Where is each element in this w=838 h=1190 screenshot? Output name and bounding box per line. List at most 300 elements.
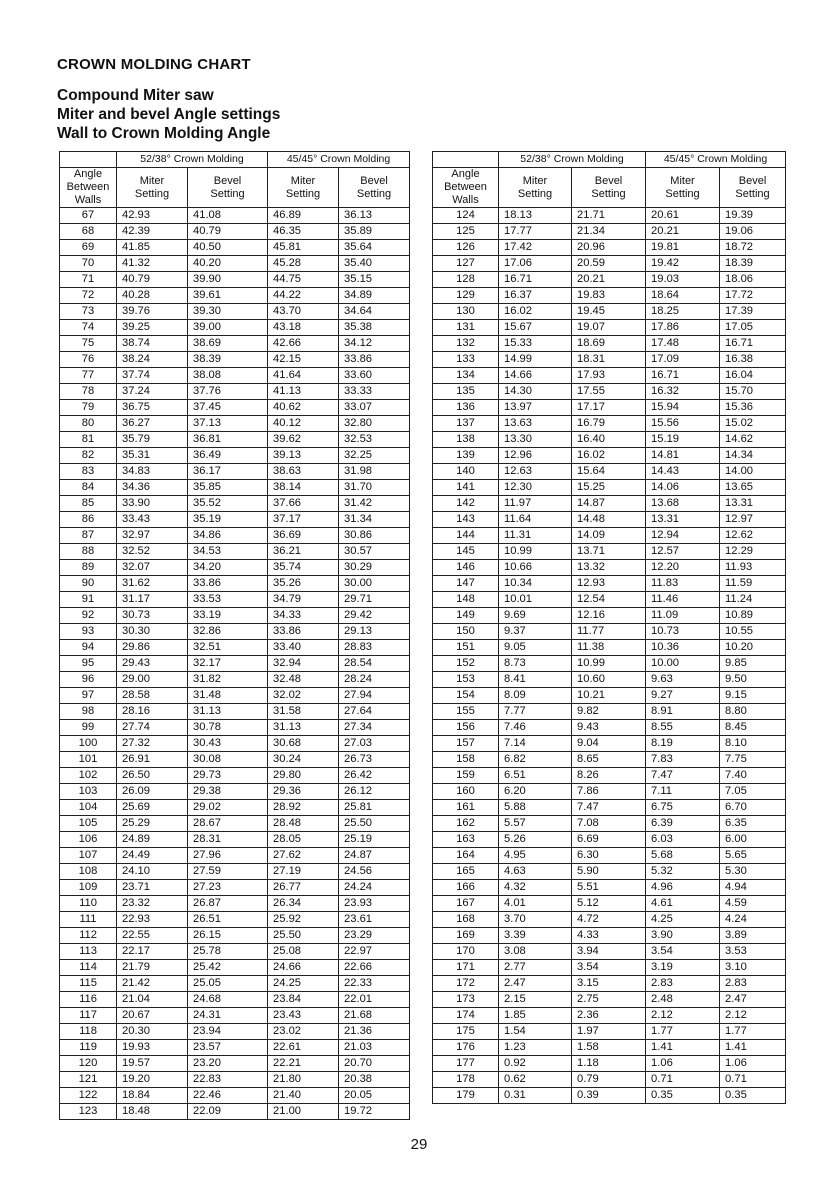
miter-45-45-cell: 10.00 [646, 656, 720, 672]
miter-45-45-cell: 4.25 [646, 912, 720, 928]
miter-45-45-cell: 29.80 [268, 768, 339, 784]
angle-cell: 116 [60, 992, 117, 1008]
angle-cell: 67 [60, 208, 117, 224]
miter-45-45-cell: 1.06 [646, 1056, 720, 1072]
table-row [433, 1024, 786, 1040]
miter-52-38-cell: 12.63 [499, 464, 572, 480]
miter-45-45-cell: 14.81 [646, 448, 720, 464]
table-row [60, 560, 410, 576]
angle-cell: 164 [433, 848, 499, 864]
bevel-52-38-cell: 29.73 [188, 768, 268, 784]
miter-45-45-cell: 33.40 [268, 640, 339, 656]
bevel-52-38-cell: 22.46 [188, 1088, 268, 1104]
angle-cell: 130 [433, 304, 499, 320]
bevel-52-38-cell: 11.77 [572, 624, 646, 640]
angle-cell: 124 [433, 208, 499, 224]
group-header-row [60, 152, 410, 168]
bevel-45-45-cell: 7.05 [720, 784, 786, 800]
miter-45-45-cell: 24.25 [268, 976, 339, 992]
angle-cell: 179 [433, 1088, 499, 1104]
miter-45-45-cell: 8.55 [646, 720, 720, 736]
bevel-52-38-cell: 27.59 [188, 864, 268, 880]
miter-45-45-cell: 43.70 [268, 304, 339, 320]
angle-cell: 91 [60, 592, 117, 608]
table-row [60, 208, 410, 224]
miter-52-38-cell: 0.92 [499, 1056, 572, 1072]
miter-45-45-cell: 42.15 [268, 352, 339, 368]
bevel-52-38-cell: 3.54 [572, 960, 646, 976]
table-row [433, 720, 786, 736]
miter-45-45-cell: 14.06 [646, 480, 720, 496]
miter-52-38-cell: 22.93 [117, 912, 188, 928]
angle-cell: 143 [433, 512, 499, 528]
miter-52-38-cell: 13.30 [499, 432, 572, 448]
miter-52-38-cell: 34.83 [117, 464, 188, 480]
miter-45-45-cell: 38.63 [268, 464, 339, 480]
miter-header-line: Setting [517, 187, 553, 200]
bevel-45-45-cell: 29.42 [339, 608, 410, 624]
table-row [433, 1040, 786, 1056]
bevel-45-45-cell: 20.38 [339, 1072, 410, 1088]
miter-52-38-cell: 24.89 [117, 832, 188, 848]
angle-header-line: Between [444, 181, 487, 193]
bevel-45-45-cell: 16.04 [720, 368, 786, 384]
bevel-52-38-cell: 22.83 [188, 1072, 268, 1088]
table-row [433, 608, 786, 624]
bevel-45-45-cell: 30.57 [339, 544, 410, 560]
miter-45-45-cell: 17.86 [646, 320, 720, 336]
miter-45-45-cell: 36.69 [268, 528, 339, 544]
miter-header-52-38 [499, 168, 572, 208]
miter-52-38-cell: 4.95 [499, 848, 572, 864]
angle-cell: 131 [433, 320, 499, 336]
miter-45-45-cell: 21.80 [268, 1072, 339, 1088]
bevel-52-38-cell: 31.13 [188, 704, 268, 720]
miter-52-38-cell: 29.86 [117, 640, 188, 656]
bevel-45-45-cell: 35.38 [339, 320, 410, 336]
bevel-52-38-cell: 12.54 [572, 592, 646, 608]
bevel-45-45-cell: 1.77 [720, 1024, 786, 1040]
angle-cell: 114 [60, 960, 117, 976]
miter-52-38-cell: 10.01 [499, 592, 572, 608]
bevel-52-38-cell: 20.59 [572, 256, 646, 272]
bevel-52-38-cell: 17.55 [572, 384, 646, 400]
bevel-52-38-cell: 16.02 [572, 448, 646, 464]
bevel-header-52-38 [188, 168, 268, 208]
table-row [60, 400, 410, 416]
angle-cell: 156 [433, 720, 499, 736]
bevel-52-38-cell: 13.32 [572, 560, 646, 576]
miter-52-38-cell: 8.09 [499, 688, 572, 704]
miter-45-45-cell: 28.92 [268, 800, 339, 816]
bevel-45-45-cell: 15.36 [720, 400, 786, 416]
bevel-45-45-cell: 12.62 [720, 528, 786, 544]
miter-52-38-cell: 32.97 [117, 528, 188, 544]
table-row [60, 848, 410, 864]
miter-45-45-cell: 41.13 [268, 384, 339, 400]
miter-52-38-cell: 18.13 [499, 208, 572, 224]
bevel-45-45-cell: 9.50 [720, 672, 786, 688]
bevel-45-45-cell: 5.65 [720, 848, 786, 864]
table-row [60, 224, 410, 240]
miter-45-45-cell: 8.19 [646, 736, 720, 752]
bevel-52-38-cell: 2.36 [572, 1008, 646, 1024]
miter-52-38-cell: 10.34 [499, 576, 572, 592]
miter-52-38-cell: 5.57 [499, 816, 572, 832]
bevel-45-45-cell: 33.86 [339, 352, 410, 368]
bevel-52-38-cell: 24.68 [188, 992, 268, 1008]
miter-45-45-cell: 1.77 [646, 1024, 720, 1040]
miter-52-38-cell: 36.75 [117, 400, 188, 416]
bevel-45-45-cell: 28.83 [339, 640, 410, 656]
bevel-header-line: Bevel [360, 174, 388, 187]
bevel-45-45-cell: 12.29 [720, 544, 786, 560]
miter-52-38-cell: 32.07 [117, 560, 188, 576]
angle-cell: 172 [433, 976, 499, 992]
angle-cell: 129 [433, 288, 499, 304]
miter-45-45-cell: 7.83 [646, 752, 720, 768]
table-row [60, 448, 410, 464]
group-header-blank [60, 152, 117, 168]
bevel-52-38-cell: 30.78 [188, 720, 268, 736]
miter-45-45-cell: 39.13 [268, 448, 339, 464]
angle-cell: 163 [433, 832, 499, 848]
bevel-52-38-cell: 17.17 [572, 400, 646, 416]
angle-cell: 170 [433, 944, 499, 960]
angle-header-line: Angle [451, 168, 480, 180]
bevel-45-45-cell: 1.41 [720, 1040, 786, 1056]
table-row [60, 544, 410, 560]
bevel-52-38-cell: 5.12 [572, 896, 646, 912]
miter-52-38-cell: 22.17 [117, 944, 188, 960]
bevel-52-38-cell: 17.93 [572, 368, 646, 384]
bevel-45-45-cell: 19.72 [339, 1104, 410, 1120]
subtitle-wall-to-crown-angle: Wall to Crown Molding Angle [57, 125, 271, 142]
angle-cell: 99 [60, 720, 117, 736]
miter-52-38-cell: 28.16 [117, 704, 188, 720]
miter-45-45-cell: 28.48 [268, 816, 339, 832]
subtitle-miter-bevel-settings: Miter and bevel Angle settings [57, 106, 281, 123]
bevel-52-38-cell: 38.69 [188, 336, 268, 352]
bevel-45-45-cell: 6.70 [720, 800, 786, 816]
angle-cell: 94 [60, 640, 117, 656]
bevel-45-45-cell: 8.80 [720, 704, 786, 720]
table-row [60, 384, 410, 400]
miter-45-45-cell: 32.48 [268, 672, 339, 688]
bevel-52-38-cell: 23.57 [188, 1040, 268, 1056]
miter-header-line: Setting [134, 187, 170, 200]
angle-cell: 68 [60, 224, 117, 240]
miter-52-38-cell: 21.42 [117, 976, 188, 992]
miter-52-38-cell: 3.08 [499, 944, 572, 960]
miter-52-38-cell: 39.25 [117, 320, 188, 336]
left-table-body [60, 152, 410, 1120]
bevel-45-45-cell: 36.13 [339, 208, 410, 224]
miter-45-45-cell: 45.81 [268, 240, 339, 256]
table-row [60, 912, 410, 928]
bevel-45-45-cell: 24.87 [339, 848, 410, 864]
angle-cell: 107 [60, 848, 117, 864]
miter-45-45-cell: 41.64 [268, 368, 339, 384]
bevel-52-38-cell: 7.47 [572, 800, 646, 816]
miter-52-38-cell: 12.96 [499, 448, 572, 464]
bevel-52-38-cell: 41.08 [188, 208, 268, 224]
bevel-45-45-cell: 27.34 [339, 720, 410, 736]
table-row [433, 432, 786, 448]
table-row [433, 496, 786, 512]
table-row [60, 880, 410, 896]
bevel-52-38-cell: 4.72 [572, 912, 646, 928]
bevel-52-38-cell: 33.19 [188, 608, 268, 624]
bevel-52-38-cell: 14.48 [572, 512, 646, 528]
table-row [433, 816, 786, 832]
bevel-52-38-cell: 39.00 [188, 320, 268, 336]
miter-52-38-cell: 14.66 [499, 368, 572, 384]
bevel-52-38-cell: 26.87 [188, 896, 268, 912]
angle-cell: 176 [433, 1040, 499, 1056]
angle-cell: 141 [433, 480, 499, 496]
miter-45-45-cell: 4.61 [646, 896, 720, 912]
miter-52-38-cell: 13.63 [499, 416, 572, 432]
miter-52-38-cell: 16.02 [499, 304, 572, 320]
bevel-52-38-cell: 16.79 [572, 416, 646, 432]
angle-cell: 159 [433, 768, 499, 784]
miter-45-45-cell: 44.75 [268, 272, 339, 288]
table-row [433, 336, 786, 352]
table-row [433, 944, 786, 960]
miter-45-45-cell: 27.19 [268, 864, 339, 880]
miter-45-45-cell: 23.84 [268, 992, 339, 1008]
angle-cell: 177 [433, 1056, 499, 1072]
miter-52-38-cell: 22.55 [117, 928, 188, 944]
miter-52-38-cell: 14.30 [499, 384, 572, 400]
miter-52-38-cell: 21.04 [117, 992, 188, 1008]
bevel-header-52-38 [572, 168, 646, 208]
miter-52-38-cell: 31.62 [117, 576, 188, 592]
bevel-52-38-cell: 39.30 [188, 304, 268, 320]
table-row [433, 912, 786, 928]
bevel-45-45-cell: 26.73 [339, 752, 410, 768]
angle-header-line: Angle [73, 168, 103, 180]
miter-52-38-cell: 4.01 [499, 896, 572, 912]
miter-52-38-cell: 7.14 [499, 736, 572, 752]
miter-52-38-cell: 27.74 [117, 720, 188, 736]
miter-45-45-cell: 29.36 [268, 784, 339, 800]
miter-52-38-cell: 15.67 [499, 320, 572, 336]
angle-cell: 115 [60, 976, 117, 992]
table-row [433, 1072, 786, 1088]
table-row [60, 832, 410, 848]
bevel-45-45-cell: 12.97 [720, 512, 786, 528]
table-row [433, 800, 786, 816]
miter-52-38-cell: 9.69 [499, 608, 572, 624]
table-row [60, 368, 410, 384]
bevel-45-45-cell: 14.34 [720, 448, 786, 464]
bevel-52-38-cell: 19.83 [572, 288, 646, 304]
bevel-45-45-cell: 29.13 [339, 624, 410, 640]
bevel-52-38-cell: 39.90 [188, 272, 268, 288]
angle-cell: 128 [433, 272, 499, 288]
miter-45-45-cell: 6.39 [646, 816, 720, 832]
bevel-45-45-cell: 35.40 [339, 256, 410, 272]
bevel-52-38-cell: 28.31 [188, 832, 268, 848]
bevel-52-38-cell: 7.86 [572, 784, 646, 800]
miter-52-38-cell: 1.85 [499, 1008, 572, 1024]
bevel-52-38-cell: 22.09 [188, 1104, 268, 1120]
miter-52-38-cell: 6.51 [499, 768, 572, 784]
bevel-52-38-cell: 32.51 [188, 640, 268, 656]
angle-cell: 133 [433, 352, 499, 368]
bevel-45-45-cell: 11.93 [720, 560, 786, 576]
column-header-row [433, 168, 786, 208]
bevel-52-38-cell: 9.82 [572, 704, 646, 720]
table-row [433, 352, 786, 368]
miter-45-45-cell: 3.90 [646, 928, 720, 944]
angle-cell: 173 [433, 992, 499, 1008]
table-row [60, 1040, 410, 1056]
miter-45-45-cell: 35.26 [268, 576, 339, 592]
angle-cell: 167 [433, 896, 499, 912]
bevel-45-45-cell: 6.35 [720, 816, 786, 832]
miter-45-45-cell: 2.12 [646, 1008, 720, 1024]
miter-45-45-cell: 46.35 [268, 224, 339, 240]
bevel-52-38-cell: 12.93 [572, 576, 646, 592]
miter-45-45-cell: 22.61 [268, 1040, 339, 1056]
miter-header-line: Miter [139, 174, 165, 187]
miter-45-45-cell: 5.68 [646, 848, 720, 864]
bevel-52-38-cell: 20.96 [572, 240, 646, 256]
miter-52-38-cell: 39.76 [117, 304, 188, 320]
miter-52-38-cell: 34.36 [117, 480, 188, 496]
bevel-52-38-cell: 10.21 [572, 688, 646, 704]
bevel-52-38-cell: 21.71 [572, 208, 646, 224]
miter-52-38-cell: 37.74 [117, 368, 188, 384]
bevel-45-45-cell: 3.10 [720, 960, 786, 976]
miter-45-45-cell: 24.66 [268, 960, 339, 976]
table-row [433, 544, 786, 560]
bevel-52-38-cell: 16.40 [572, 432, 646, 448]
bevel-52-38-cell: 18.69 [572, 336, 646, 352]
table-row [60, 864, 410, 880]
bevel-45-45-cell: 21.03 [339, 1040, 410, 1056]
miter-52-38-cell: 20.67 [117, 1008, 188, 1024]
miter-45-45-cell: 6.75 [646, 800, 720, 816]
miter-45-45-cell: 10.36 [646, 640, 720, 656]
angle-cell: 152 [433, 656, 499, 672]
bevel-45-45-cell: 6.00 [720, 832, 786, 848]
angle-cell: 147 [433, 576, 499, 592]
miter-52-38-cell: 10.66 [499, 560, 572, 576]
table-row [60, 1008, 410, 1024]
bevel-45-45-cell: 2.47 [720, 992, 786, 1008]
table-row [433, 704, 786, 720]
miter-45-45-cell: 17.48 [646, 336, 720, 352]
bevel-45-45-cell: 21.68 [339, 1008, 410, 1024]
angle-cell: 157 [433, 736, 499, 752]
table-row [60, 992, 410, 1008]
bevel-45-45-cell: 28.24 [339, 672, 410, 688]
bevel-45-45-cell: 7.40 [720, 768, 786, 784]
table-row [433, 416, 786, 432]
bevel-52-38-cell: 18.31 [572, 352, 646, 368]
miter-45-45-cell: 12.94 [646, 528, 720, 544]
angle-cell: 165 [433, 864, 499, 880]
miter-52-38-cell: 3.39 [499, 928, 572, 944]
table-row [60, 944, 410, 960]
miter-header-line: Miter [522, 174, 548, 187]
bevel-45-45-cell: 0.71 [720, 1072, 786, 1088]
miter-45-45-cell: 25.92 [268, 912, 339, 928]
bevel-52-38-cell: 9.04 [572, 736, 646, 752]
miter-52-38-cell: 2.47 [499, 976, 572, 992]
bevel-52-38-cell: 32.86 [188, 624, 268, 640]
miter-52-38-cell: 28.58 [117, 688, 188, 704]
miter-45-45-cell: 19.42 [646, 256, 720, 272]
angle-cell: 139 [433, 448, 499, 464]
angle-cell: 134 [433, 368, 499, 384]
bevel-45-45-cell: 27.03 [339, 736, 410, 752]
miter-52-38-cell: 14.99 [499, 352, 572, 368]
bevel-45-45-cell: 20.70 [339, 1056, 410, 1072]
bevel-52-38-cell: 39.61 [188, 288, 268, 304]
table-row [433, 272, 786, 288]
table-row [60, 512, 410, 528]
angle-cell: 122 [60, 1088, 117, 1104]
angle-cell: 145 [433, 544, 499, 560]
miter-45-45-cell: 4.96 [646, 880, 720, 896]
bevel-52-38-cell: 30.43 [188, 736, 268, 752]
miter-52-38-cell: 37.24 [117, 384, 188, 400]
miter-52-38-cell: 31.17 [117, 592, 188, 608]
miter-header-line: Miter [290, 174, 316, 187]
table-row [433, 960, 786, 976]
bevel-45-45-cell: 31.70 [339, 480, 410, 496]
bevel-header-line: Setting [356, 187, 392, 200]
group-header-45-45: 45/45° Crown Molding [268, 152, 410, 168]
miter-52-38-cell: 35.79 [117, 432, 188, 448]
bevel-header-line: Bevel [213, 174, 242, 187]
bevel-45-45-cell: 25.19 [339, 832, 410, 848]
miter-52-38-cell: 9.37 [499, 624, 572, 640]
miter-52-38-cell: 25.29 [117, 816, 188, 832]
table-row [433, 832, 786, 848]
miter-45-45-cell: 10.73 [646, 624, 720, 640]
angle-cell: 154 [433, 688, 499, 704]
miter-52-38-cell: 11.31 [499, 528, 572, 544]
angle-cell: 111 [60, 912, 117, 928]
angle-cell: 155 [433, 704, 499, 720]
bevel-45-45-cell: 18.06 [720, 272, 786, 288]
miter-52-38-cell: 42.93 [117, 208, 188, 224]
miter-52-38-cell: 8.41 [499, 672, 572, 688]
angle-cell: 144 [433, 528, 499, 544]
page-title: CROWN MOLDING CHART [57, 56, 251, 73]
angle-cell: 82 [60, 448, 117, 464]
miter-45-45-cell: 20.61 [646, 208, 720, 224]
miter-45-45-cell: 12.20 [646, 560, 720, 576]
bevel-52-38-cell: 36.49 [188, 448, 268, 464]
bevel-45-45-cell: 13.31 [720, 496, 786, 512]
bevel-45-45-cell: 30.86 [339, 528, 410, 544]
miter-52-38-cell: 26.09 [117, 784, 188, 800]
table-row [433, 368, 786, 384]
bevel-52-38-cell: 30.08 [188, 752, 268, 768]
bevel-45-45-cell: 15.02 [720, 416, 786, 432]
table-row [60, 784, 410, 800]
miter-45-45-cell: 26.77 [268, 880, 339, 896]
angle-cell: 169 [433, 928, 499, 944]
angle-cell: 77 [60, 368, 117, 384]
